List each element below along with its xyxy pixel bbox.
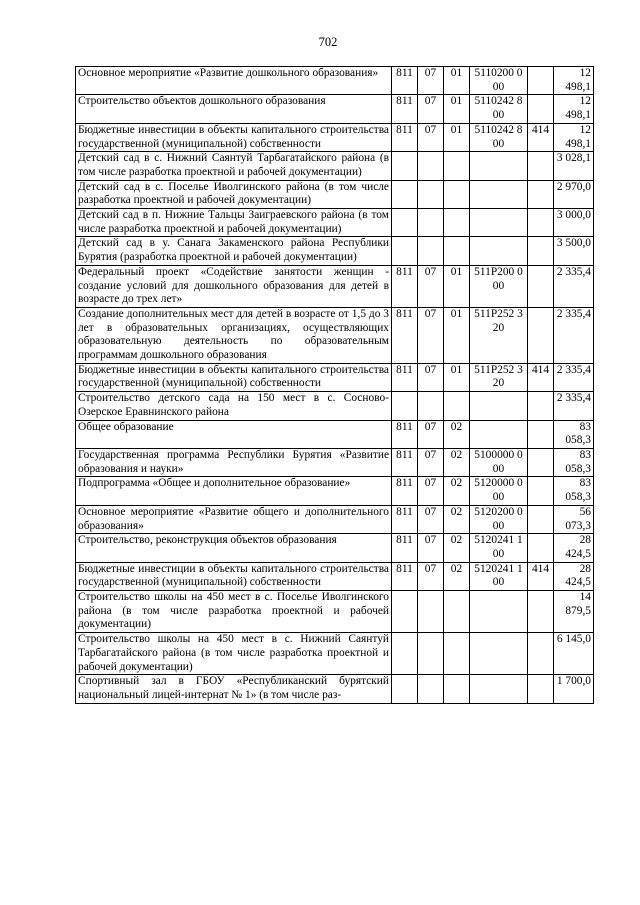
row-ministry-code: 811 xyxy=(392,505,418,533)
row-target-article xyxy=(470,237,528,265)
row-expense-type xyxy=(528,477,554,505)
row-subsection-code: 02 xyxy=(444,477,470,505)
row-amount: 2 335,4 xyxy=(554,392,594,420)
row-section-code: 07 xyxy=(418,562,444,590)
row-ministry-code xyxy=(392,180,418,208)
row-section-code xyxy=(418,180,444,208)
row-amount: 12 498,1 xyxy=(554,67,594,95)
row-subsection-code: 01 xyxy=(444,67,470,95)
row-target-article xyxy=(470,591,528,633)
row-amount: 2 970,0 xyxy=(554,180,594,208)
row-expense-type xyxy=(528,209,554,237)
row-subsection-code xyxy=(444,152,470,180)
row-target-article xyxy=(470,675,528,703)
row-name: Бюджетные инвестиции в объекты капитального строительства государственной (муниципальной) собственности xyxy=(76,123,392,151)
table-row xyxy=(76,420,594,448)
table-row xyxy=(76,392,594,420)
row-subsection-code: 01 xyxy=(444,363,470,391)
row-name: Подпрограмма «Общее и дополнительное образование» xyxy=(76,477,392,505)
table-row xyxy=(76,265,594,307)
row-ministry-code: 811 xyxy=(392,477,418,505)
table-row xyxy=(76,95,594,123)
row-target-article: 5110200 000 xyxy=(470,67,528,95)
row-ministry-code: 811 xyxy=(392,534,418,562)
row-name: Федеральный проект «Содействие занятости женщин - создание условий для дошкольного образования для детей в возрасте до трех лет» xyxy=(76,265,392,307)
row-amount: 6 145,0 xyxy=(554,633,594,675)
row-amount: 83 058,3 xyxy=(554,477,594,505)
row-name: Детский сад в у. Санага Закаменского района Республики Бурятия (разработка проектной и рабочей документации) xyxy=(76,237,392,265)
row-subsection-code: 01 xyxy=(444,95,470,123)
row-target-article: 5120000 000 xyxy=(470,477,528,505)
row-section-code: 07 xyxy=(418,420,444,448)
row-amount: 28 424,5 xyxy=(554,562,594,590)
row-amount: 3 028,1 xyxy=(554,152,594,180)
row-name: Строительство детского сада на 150 мест в с. Сосново-Озерское Еравнинского района xyxy=(76,392,392,420)
table-row xyxy=(76,505,594,533)
row-expense-type: 414 xyxy=(528,123,554,151)
row-ministry-code: 811 xyxy=(392,265,418,307)
row-name: Строительство, реконструкция объектов образования xyxy=(76,534,392,562)
row-ministry-code xyxy=(392,209,418,237)
row-section-code: 07 xyxy=(418,363,444,391)
row-target-article xyxy=(470,180,528,208)
row-expense-type xyxy=(528,675,554,703)
row-ministry-code: 811 xyxy=(392,123,418,151)
row-amount: 28 424,5 xyxy=(554,534,594,562)
row-name: Бюджетные инвестиции в объекты капитального строительства государственной (муниципальной) собственности xyxy=(76,363,392,391)
row-amount: 14 879,5 xyxy=(554,591,594,633)
row-amount: 83 058,3 xyxy=(554,448,594,476)
row-expense-type xyxy=(528,392,554,420)
row-expense-type xyxy=(528,265,554,307)
row-subsection-code: 02 xyxy=(444,505,470,533)
row-name: Детский сад в с. Нижний Саянтуй Тарбагатайского района (в том числе разработка проектной и рабочей документации) xyxy=(76,152,392,180)
row-subsection-code: 02 xyxy=(444,448,470,476)
row-section-code: 07 xyxy=(418,534,444,562)
row-subsection-code: 02 xyxy=(444,420,470,448)
row-name: Создание дополнительных мест для детей в возрасте от 1,5 до 3 лет в образовательных организациях, осуществляющих образовательную деятельность по образовательным программам дошкольного образования xyxy=(76,307,392,363)
row-expense-type xyxy=(528,534,554,562)
row-target-article: 5100000 000 xyxy=(470,448,528,476)
row-amount: 3 000,0 xyxy=(554,209,594,237)
row-ministry-code: 811 xyxy=(392,562,418,590)
row-expense-type xyxy=(528,448,554,476)
row-subsection-code: 02 xyxy=(444,562,470,590)
row-target-article: 511Р252 320 xyxy=(470,307,528,363)
row-amount: 56 073,3 xyxy=(554,505,594,533)
row-name: Бюджетные инвестиции в объекты капитального строительства государственной (муниципальной) собственности xyxy=(76,562,392,590)
row-section-code xyxy=(418,392,444,420)
table-row xyxy=(76,209,594,237)
row-subsection-code xyxy=(444,237,470,265)
row-amount: 12 498,1 xyxy=(554,95,594,123)
row-expense-type xyxy=(528,307,554,363)
row-amount: 2 335,4 xyxy=(554,307,594,363)
row-target-article xyxy=(470,420,528,448)
row-ministry-code: 811 xyxy=(392,307,418,363)
row-expense-type: 414 xyxy=(528,562,554,590)
row-subsection-code xyxy=(444,675,470,703)
row-amount: 2 335,4 xyxy=(554,265,594,307)
row-amount: 83 058,3 xyxy=(554,420,594,448)
table-row xyxy=(76,180,594,208)
budget-table-body xyxy=(76,67,594,704)
table-row xyxy=(76,675,594,703)
row-expense-type xyxy=(528,591,554,633)
row-name: Государственная программа Республики Бурятия «Развитие образования и науки» xyxy=(76,448,392,476)
row-subsection-code xyxy=(444,180,470,208)
row-expense-type xyxy=(528,633,554,675)
row-amount: 3 500,0 xyxy=(554,237,594,265)
row-expense-type xyxy=(528,505,554,533)
row-ministry-code: 811 xyxy=(392,67,418,95)
row-section-code: 07 xyxy=(418,448,444,476)
row-ministry-code: 811 xyxy=(392,363,418,391)
table-row xyxy=(76,307,594,363)
row-name: Строительство школы на 450 мест в с. Поселье Иволгинского района (в том числе разработка проектной и рабочей документации) xyxy=(76,591,392,633)
row-section-code: 07 xyxy=(418,123,444,151)
row-expense-type xyxy=(528,152,554,180)
row-ministry-code xyxy=(392,237,418,265)
table-row xyxy=(76,237,594,265)
row-section-code xyxy=(418,209,444,237)
table-row xyxy=(76,477,594,505)
row-expense-type: 414 xyxy=(528,363,554,391)
row-target-article xyxy=(470,209,528,237)
table-row xyxy=(76,363,594,391)
row-name: Общее образование xyxy=(76,420,392,448)
row-name: Строительство объектов дошкольного образования xyxy=(76,95,392,123)
row-target-article: 511Р252 320 xyxy=(470,363,528,391)
row-name: Основное мероприятие «Развитие дошкольного образования» xyxy=(76,67,392,95)
row-subsection-code xyxy=(444,392,470,420)
row-ministry-code: 811 xyxy=(392,448,418,476)
row-section-code: 07 xyxy=(418,505,444,533)
row-target-article: 5110242 800 xyxy=(470,95,528,123)
row-ministry-code xyxy=(392,633,418,675)
page-number: 702 xyxy=(318,35,338,49)
row-name: Строительство школы на 450 мест в с. Нижний Саянтуй Тарбагатайского района (в том числе разработка проектной и рабочей документации) xyxy=(76,633,392,675)
table-row xyxy=(76,534,594,562)
row-name: Детский сад в с. Поселье Иволгинского района (в том числе разработка проектной и рабочей документации) xyxy=(76,180,392,208)
row-name: Детский сад в п. Нижние Тальцы Заиграевского района (в том числе разработка проектной и рабочей документации) xyxy=(76,209,392,237)
row-ministry-code xyxy=(392,392,418,420)
budget-table xyxy=(75,66,594,704)
row-ministry-code: 811 xyxy=(392,420,418,448)
row-subsection-code xyxy=(444,591,470,633)
row-amount: 2 335,4 xyxy=(554,363,594,391)
row-ministry-code xyxy=(392,591,418,633)
row-ministry-code: 811 xyxy=(392,95,418,123)
row-ministry-code xyxy=(392,152,418,180)
row-subsection-code xyxy=(444,633,470,675)
table-row xyxy=(76,562,594,590)
row-target-article: 5120241 100 xyxy=(470,534,528,562)
row-subsection-code: 01 xyxy=(444,307,470,363)
row-section-code: 07 xyxy=(418,477,444,505)
row-expense-type xyxy=(528,180,554,208)
table-row xyxy=(76,152,594,180)
row-amount: 12 498,1 xyxy=(554,123,594,151)
row-target-article xyxy=(470,152,528,180)
row-subsection-code: 01 xyxy=(444,265,470,307)
row-target-article xyxy=(470,633,528,675)
row-name: Основное мероприятие «Развитие общего и дополнительного образования» xyxy=(76,505,392,533)
table-row xyxy=(76,448,594,476)
row-subsection-code xyxy=(444,209,470,237)
row-subsection-code: 02 xyxy=(444,534,470,562)
row-target-article: 5120241 100 xyxy=(470,562,528,590)
row-ministry-code xyxy=(392,675,418,703)
row-target-article xyxy=(470,392,528,420)
row-subsection-code: 01 xyxy=(444,123,470,151)
row-amount: 1 700,0 xyxy=(554,675,594,703)
row-section-code xyxy=(418,633,444,675)
row-expense-type xyxy=(528,420,554,448)
row-expense-type xyxy=(528,95,554,123)
row-target-article: 5110242 800 xyxy=(470,123,528,151)
row-section-code: 07 xyxy=(418,265,444,307)
row-name: Спортивный зал в ГБОУ «Республиканский бурятский национальный лицей-интернат № 1» (в том числе раз- xyxy=(76,675,392,703)
row-target-article: 511Р200 000 xyxy=(470,265,528,307)
row-section-code: 07 xyxy=(418,67,444,95)
row-expense-type xyxy=(528,237,554,265)
row-target-article: 5120200 000 xyxy=(470,505,528,533)
table-row xyxy=(76,591,594,633)
row-expense-type xyxy=(528,67,554,95)
table-row xyxy=(76,67,594,95)
row-section-code: 07 xyxy=(418,95,444,123)
row-section-code xyxy=(418,237,444,265)
row-section-code xyxy=(418,675,444,703)
table-row xyxy=(76,633,594,675)
row-section-code xyxy=(418,591,444,633)
row-section-code xyxy=(418,152,444,180)
table-row xyxy=(76,123,594,151)
row-section-code: 07 xyxy=(418,307,444,363)
